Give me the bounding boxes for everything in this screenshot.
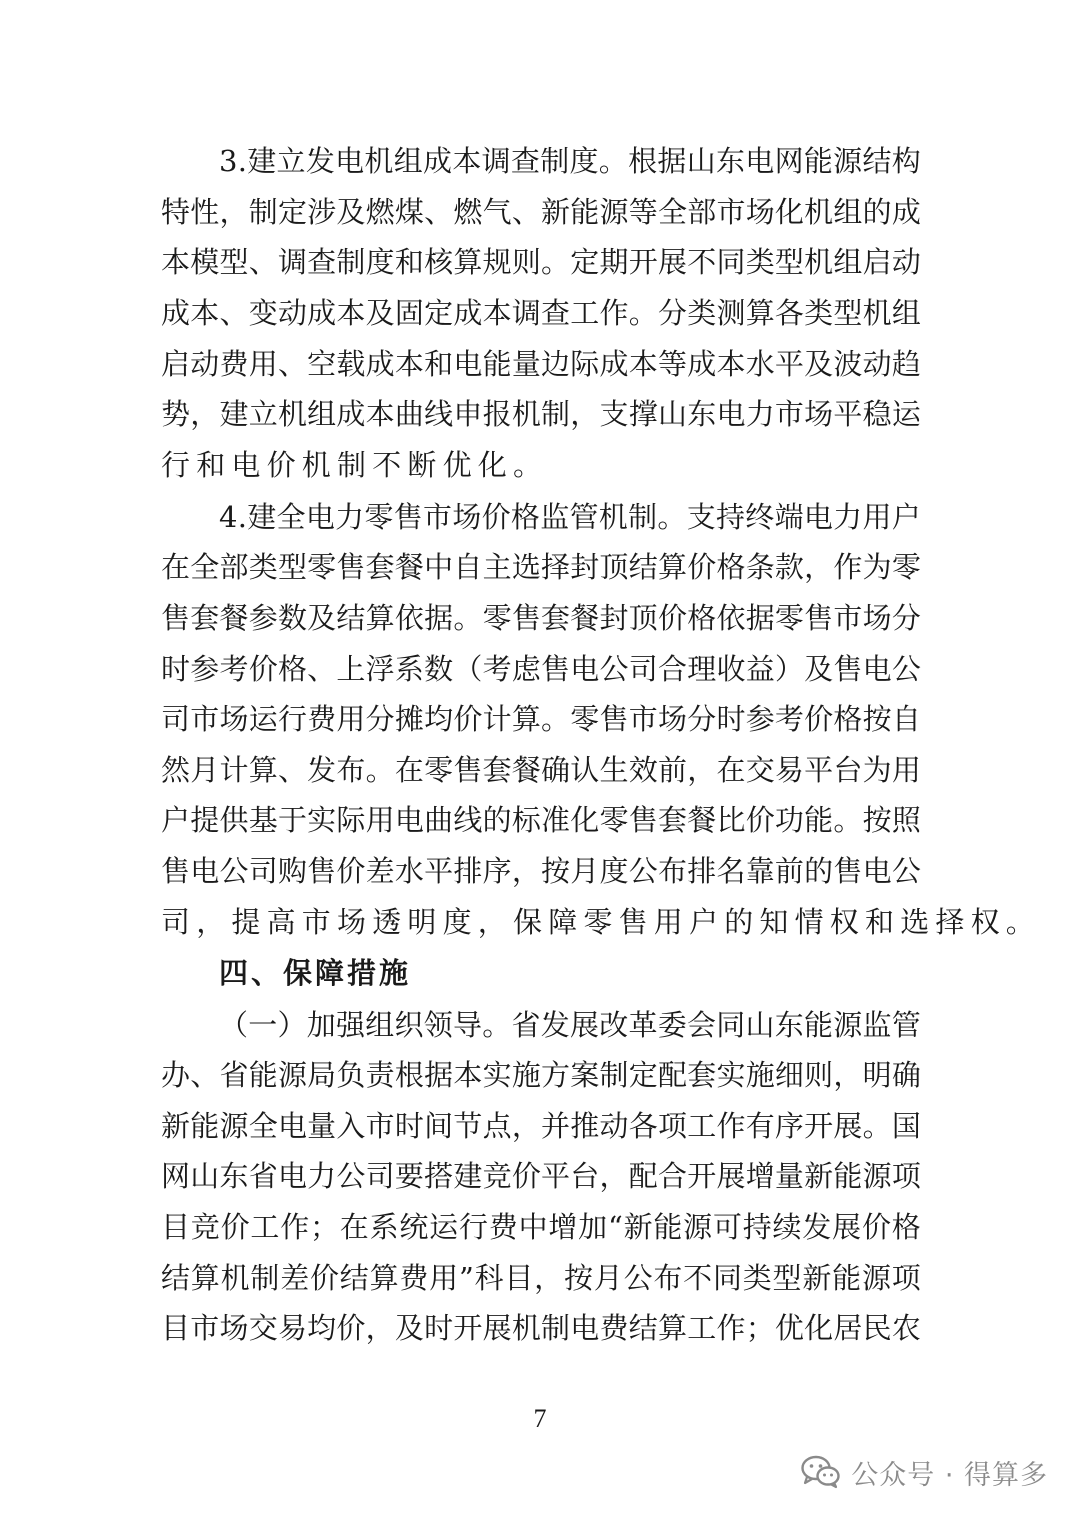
text-line: 然 月 计 算 、 发 布 。 在 零 售 套 餐 确 认 生 效 前 ， 在 交 易 平 台 为 用	[161, 753, 921, 787]
wechat-icon	[801, 1455, 841, 1489]
watermark	[801, 1452, 1048, 1492]
text-line: 在 全 部 类 型 零 售 套 餐 中 自 主 选 择 封 顶 结 算 价 格 条 款 ， 作 为 零	[161, 550, 921, 584]
text-line: 新 能 源 全 电 量 入 市 时 间 节 点 ， 并 推 动 各 项 工 作 有 序 开 展 。 国	[161, 1109, 921, 1143]
page-number: 7	[533, 1404, 547, 1433]
text-line: 3 . 建 立 发 电 机 组 成 本 调 查 制 度 。 根 据 山 东 电 网 能 源 结 构	[219, 144, 921, 178]
text-line: 本 模 型 、 调 查 制 度 和 核 算 规 则 。 定 期 开 展 不 同 类 型 机 组 启 动	[161, 245, 921, 279]
text-line: 司，提高市场透明度，保障零售用户的知情权和选择权。	[161, 905, 1042, 939]
text-line: 售 套 餐 参 数 及 结 算 依 据 。 零 售 套 餐 封 顶 价 格 依 据 零 售 市 场 分	[161, 601, 921, 635]
text-line: 特 性 ， 制 定 涉 及 燃 煤 、 燃 气 、 新 能 源 等 全 部 市 场 化 机 组 的 成	[161, 195, 921, 229]
text-line: 启 动 费 用 、 空 载 成 本 和 电 能 量 边 际 成 本 等 成 本 水 平 及 波 动 趋	[161, 347, 921, 381]
text-line: 成 本 、 变 动 成 本 及 固 定 成 本 调 查 工 作 。 分 类 测 算 各 类 型 机 组	[161, 296, 921, 330]
text-line: 司 市 场 运 行 费 用 分 摊 均 价 计 算 。 零 售 市 场 分 时 参 考 价 格 按 自	[161, 702, 921, 736]
text-line: 目 竞 价 工 作 ； 在 系 统 运 行 费 中 增 加 “ 新 能 源 可 持 续 发 展 价 格	[161, 1210, 921, 1244]
text-line: 势 ， 建 立 机 组 成 本 曲 线 申 报 机 制 ， 支 撑 山 东 电 力 市 场 平 稳 运	[161, 397, 921, 431]
text-line: 4 . 建 全 电 力 零 售 市 场 价 格 监 管 机 制 。 支 持 终 端 电 力 用 户	[219, 500, 921, 534]
text-line: 网 山 东 省 电 力 公 司 要 搭 建 竞 价 平 台 ， 配 合 开 展 增 量 新 能 源 项	[161, 1159, 921, 1193]
watermark-text: 公众号 · 得算多	[851, 1459, 1048, 1491]
text-line: 目 市 场 交 易 均 价 ， 及 时 开 展 机 制 电 费 结 算 工 作 ； 优 化 居 民 农	[161, 1311, 921, 1345]
text-line: 售 电 公 司 购 售 价 差 水 平 排 序 ， 按 月 度 公 布 排 名 靠 前 的 售 电 公	[161, 854, 921, 888]
text-line: 办 、 省 能 源 局 负 责 根 据 本 实 施 方 案 制 定 配 套 实 施 细 则 ， 明 确	[161, 1058, 921, 1092]
text-line: 结 算 机 制 差 价 结 算 费 用 ” 科 目 ， 按 月 公 布 不 同 类 型 新 能 源 项	[161, 1261, 921, 1295]
text-line: （ 一 ） 加 强 组 织 领 导 。 省 发 展 改 革 委 会 同 山 东 能 源 监 管	[219, 1008, 921, 1042]
text-line: 行和电价机制不断优化。	[161, 448, 549, 482]
text-line: 时 参 考 价 格 、 上 浮 系 数 （ 考 虑 售 电 公 司 合 理 收 益 ） 及 售 电 公	[161, 652, 921, 686]
section-heading: 四、保障措施	[219, 956, 412, 990]
text-line: 户 提 供 基 于 实 际 用 电 曲 线 的 标 准 化 零 售 套 餐 比 价 功 能 。 按 照	[161, 803, 921, 837]
